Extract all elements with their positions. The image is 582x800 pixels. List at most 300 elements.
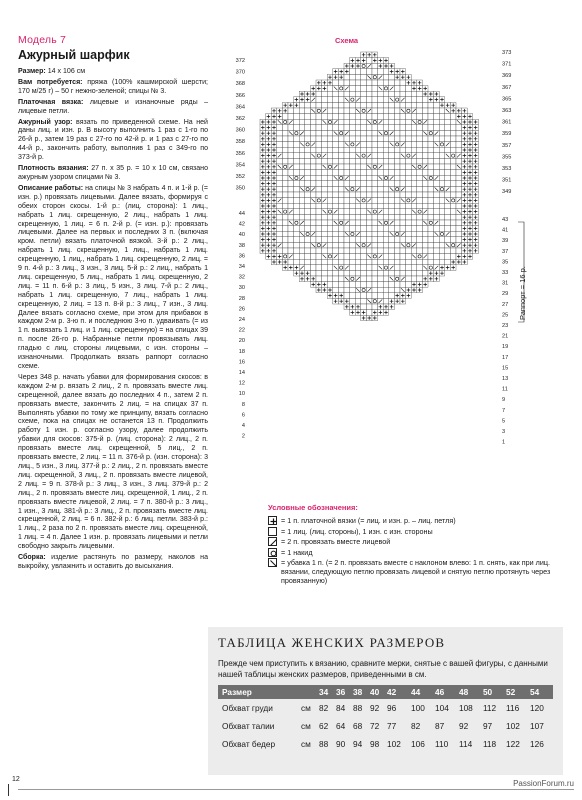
chart-cell bbox=[322, 170, 328, 176]
chart-cell bbox=[350, 170, 356, 176]
chart-cell bbox=[383, 282, 389, 288]
row-label: 32 bbox=[238, 274, 245, 281]
chart-cell bbox=[322, 186, 328, 192]
chart-cell bbox=[378, 102, 384, 108]
chart-cell bbox=[428, 108, 434, 114]
chart-cell bbox=[344, 91, 350, 97]
chart-cell bbox=[422, 186, 428, 192]
chart-cell bbox=[355, 86, 361, 92]
chart-cell bbox=[333, 276, 339, 282]
chart-cell bbox=[411, 130, 417, 136]
row-label: 23 bbox=[502, 323, 509, 329]
chart-cell bbox=[366, 293, 372, 299]
chart-cell bbox=[350, 108, 356, 114]
chart-cell bbox=[277, 192, 283, 198]
chart-cell bbox=[439, 242, 445, 248]
row-label: 39 bbox=[502, 238, 509, 245]
chart-cell bbox=[456, 248, 462, 254]
chart-cell bbox=[400, 119, 406, 125]
chart-cell bbox=[378, 287, 384, 293]
chart-cell bbox=[422, 136, 428, 142]
chart-cell bbox=[389, 209, 395, 215]
chart-cell bbox=[406, 108, 412, 114]
chart-cell bbox=[456, 186, 462, 192]
chart-cell bbox=[411, 181, 417, 187]
chart-cell bbox=[445, 214, 451, 220]
chart-cell bbox=[366, 97, 372, 103]
chart-cell bbox=[422, 181, 428, 187]
chart-cell bbox=[378, 170, 384, 176]
chart-cell bbox=[316, 214, 322, 220]
chart-cell bbox=[310, 254, 316, 260]
chart-cell bbox=[305, 220, 311, 226]
chart-cell bbox=[327, 237, 333, 243]
chart-cell bbox=[434, 226, 440, 232]
chart-cell bbox=[322, 97, 328, 103]
chart-cell bbox=[299, 214, 305, 220]
chart-cell bbox=[372, 226, 378, 232]
chart-cell bbox=[406, 231, 412, 237]
chart-cell bbox=[417, 181, 423, 187]
chart-cell bbox=[350, 254, 356, 260]
chart-cell bbox=[422, 270, 428, 276]
chart-cell bbox=[372, 147, 378, 153]
chart-cell bbox=[350, 74, 356, 80]
chart-cell bbox=[322, 114, 328, 120]
chart-cell bbox=[450, 119, 456, 125]
chart-cell bbox=[333, 142, 339, 148]
chart-cell bbox=[361, 198, 367, 204]
chart-cell bbox=[299, 209, 305, 215]
chart-cell bbox=[299, 242, 305, 248]
chart-cell bbox=[411, 265, 417, 271]
chart-cell bbox=[450, 220, 456, 226]
chart-cell bbox=[428, 214, 434, 220]
row-label: 12 bbox=[238, 380, 245, 387]
chart-cell bbox=[394, 237, 400, 243]
row-label: 19 bbox=[502, 344, 509, 351]
chart-cell bbox=[355, 259, 361, 265]
table-row: Обхват бедер см 88 90 94 98 102 106 110 114 118 122 126 bbox=[222, 739, 544, 749]
chart-cell bbox=[428, 259, 434, 265]
chart-cell bbox=[406, 186, 412, 192]
chart-cell bbox=[400, 136, 406, 142]
chart-cell bbox=[361, 119, 367, 125]
chart-cell bbox=[389, 108, 395, 114]
chart-cell bbox=[294, 158, 300, 164]
chart-cell bbox=[389, 136, 395, 142]
chart-cell bbox=[366, 147, 372, 153]
chart-cell bbox=[366, 58, 372, 64]
chart-cell bbox=[327, 86, 333, 92]
chart-cell bbox=[316, 130, 322, 136]
chart-cell bbox=[344, 108, 350, 114]
chart-cell bbox=[355, 102, 361, 108]
chart-cell bbox=[383, 220, 389, 226]
chart-cell bbox=[277, 220, 283, 226]
chart-cell bbox=[294, 220, 300, 226]
chart-cell bbox=[294, 153, 300, 159]
row-label: 41 bbox=[502, 227, 509, 234]
chart-cell bbox=[378, 153, 384, 159]
description-decreases: Через 348 р. начать убавки для формирования скосов: в каждом 2-м р. вязать 2 лиц., 2 п. провязать вместе лиц. скрещенной, далее вязать до последних 4 п., затем 2 п. провязать вместе, закончить 2 лиц. = на спицах 37 п. Выполнять убавки по тому же принципу, вязать согласно схеме, пока на спицах не останется 13 п. Продолжить работу 1 изн. р. согласно узору, далее продолжить убавки для скосов: 375-й р. (лиц. сторона): 2 лиц., 2 п. провязать вместе лиц. скрещенной, 5 лиц., 2 п. провязать вместе, 2 лиц. = 11 п. 376-й р. (изн. сторона): 3 лиц., 5 изн., 3 лиц. 377-й р.: 2 лиц., 2 п. провязать вместе лиц. скрещенной, 3 лиц., 2 п. провязать вместе лицевой, 2 лиц. = 9 п. 378-й р.: 3 лиц., 3 изн., 3 лиц. 379-й р.: 2 лиц., 2 п. провязать вместе лиц. скрещенной, 1 лиц., 2 п. провязать вместе лицевой, 2 лиц. = 7 п. 380-й р.: 3 лиц., 1 изн., 3 лиц. 381-й р.: 3 лиц., 2 п. провязать вместе лиц. скрещенной, 2 лиц. = 6 п. 382-й р.: 6 лиц. петли. 383-й р.: 1 лиц., 2 раза по 2 п. провязать вместе лиц. скрещенной, 1 лиц. = 4 п. Далее 1 изн. р. провязать лицевыми и петли свободно закрыть лицевыми. bbox=[18, 373, 208, 551]
chart-cell bbox=[327, 97, 333, 103]
chart-cell bbox=[372, 97, 378, 103]
chart-cell bbox=[417, 136, 423, 142]
chart-cell bbox=[299, 226, 305, 232]
chart-cell bbox=[366, 231, 372, 237]
chart-cell bbox=[450, 192, 456, 198]
chart-cell bbox=[411, 125, 417, 131]
row-label: 13 bbox=[502, 376, 509, 382]
chart-cell bbox=[277, 147, 283, 153]
chart-cell bbox=[299, 164, 305, 170]
chart-cell bbox=[439, 119, 445, 125]
chart-cell bbox=[372, 186, 378, 192]
row-label: 357 bbox=[502, 142, 512, 149]
chart-cell bbox=[422, 198, 428, 204]
chart-cell bbox=[350, 114, 356, 120]
chart-cell bbox=[338, 203, 344, 209]
chart-cell bbox=[344, 203, 350, 209]
chart-cell bbox=[350, 147, 356, 153]
chart-cell bbox=[383, 86, 389, 92]
chart-cell bbox=[322, 203, 328, 209]
chart-cell bbox=[439, 164, 445, 170]
chart-cell bbox=[305, 130, 311, 136]
chart-cell bbox=[389, 114, 395, 120]
chart-cell bbox=[434, 102, 440, 108]
chart-cell bbox=[372, 231, 378, 237]
chart-cell bbox=[445, 254, 451, 260]
chart-cell bbox=[417, 164, 423, 170]
chart-cell bbox=[299, 248, 305, 254]
chart-cell bbox=[450, 242, 456, 248]
chart-cell bbox=[456, 147, 462, 153]
row-label: 351 bbox=[502, 177, 512, 184]
chart-cell bbox=[338, 125, 344, 131]
chart-cell bbox=[355, 114, 361, 120]
chart-cell bbox=[282, 226, 288, 232]
chart-cell bbox=[445, 119, 451, 125]
chart-cell bbox=[288, 226, 294, 232]
chart-cell bbox=[428, 242, 434, 248]
chart-cell bbox=[338, 175, 344, 181]
chart-cell bbox=[322, 276, 328, 282]
chart-cell bbox=[305, 175, 311, 181]
chart-legend bbox=[268, 503, 568, 587]
chart-cell bbox=[361, 242, 367, 248]
chart-cell bbox=[383, 254, 389, 260]
chart-cell bbox=[350, 259, 356, 265]
chart-cell bbox=[394, 203, 400, 209]
chart-cell bbox=[327, 102, 333, 108]
chart-cell bbox=[417, 209, 423, 215]
chart-cell bbox=[411, 186, 417, 192]
chart-cell bbox=[361, 69, 367, 75]
chart-cell bbox=[322, 102, 328, 108]
chart-cell bbox=[327, 276, 333, 282]
row-label: 370 bbox=[235, 69, 245, 76]
k2tog-icon bbox=[268, 537, 277, 546]
chart-cell bbox=[400, 203, 406, 209]
chart-cell bbox=[450, 226, 456, 232]
chart-cell bbox=[305, 242, 311, 248]
chart-cell bbox=[372, 287, 378, 293]
chart-cell bbox=[389, 293, 395, 299]
chart-cell bbox=[372, 164, 378, 170]
yarn-over-icon bbox=[268, 548, 277, 557]
chart-cell bbox=[288, 186, 294, 192]
chart-cell bbox=[400, 175, 406, 181]
chart-cell bbox=[456, 203, 462, 209]
chart-cell bbox=[456, 142, 462, 148]
chart-cell bbox=[310, 265, 316, 271]
chart-cell bbox=[400, 226, 406, 232]
chart-cell bbox=[372, 203, 378, 209]
row-label: 37 bbox=[502, 248, 509, 255]
chart-cell bbox=[394, 170, 400, 176]
chart-cell bbox=[372, 86, 378, 92]
chart-cell bbox=[305, 136, 311, 142]
chart-cell bbox=[305, 125, 311, 131]
chart-cell bbox=[361, 164, 367, 170]
chart-cell bbox=[350, 102, 356, 108]
chart-cell bbox=[294, 231, 300, 237]
chart-cell bbox=[355, 130, 361, 136]
chart-cell bbox=[333, 186, 339, 192]
chart-cell bbox=[361, 158, 367, 164]
chart-cell bbox=[422, 214, 428, 220]
chart-cell bbox=[434, 248, 440, 254]
chart-cell bbox=[316, 119, 322, 125]
row-label: 373 bbox=[502, 50, 512, 56]
chart-cell bbox=[327, 203, 333, 209]
chart-cell bbox=[389, 248, 395, 254]
legend-item-yarn-over: = 1 накид bbox=[268, 548, 568, 557]
chart-cell bbox=[428, 130, 434, 136]
chart-cell bbox=[406, 203, 412, 209]
chart-cell bbox=[417, 276, 423, 282]
chart-cell bbox=[383, 242, 389, 248]
chart-cell bbox=[450, 142, 456, 148]
chart-cell bbox=[378, 203, 384, 209]
chart-cell bbox=[445, 158, 451, 164]
chart-cell bbox=[333, 242, 339, 248]
chart-cell bbox=[294, 192, 300, 198]
chart-cell bbox=[439, 192, 445, 198]
chart-cell bbox=[406, 102, 412, 108]
chart-cell bbox=[310, 237, 316, 243]
chart-cell bbox=[450, 254, 456, 260]
legend-item-garter: = 1 п. платочной вязки (= лиц. и изн. р. – лиц. петля) bbox=[268, 516, 568, 525]
row-label: 29 bbox=[502, 291, 509, 298]
chart-cell bbox=[417, 237, 423, 243]
chart-cell bbox=[417, 125, 423, 131]
chart-cell bbox=[277, 125, 283, 131]
row-label: 352 bbox=[235, 174, 245, 180]
chart-cell bbox=[305, 231, 311, 237]
chart-cell bbox=[422, 114, 428, 120]
chart-cell bbox=[316, 164, 322, 170]
chart-cell bbox=[434, 214, 440, 220]
chart-cell bbox=[445, 147, 451, 153]
chart-cell bbox=[434, 203, 440, 209]
chart-cell bbox=[406, 276, 412, 282]
chart-cell bbox=[378, 198, 384, 204]
chart-cell bbox=[366, 282, 372, 288]
chart-cell bbox=[456, 130, 462, 136]
chart-cell bbox=[350, 164, 356, 170]
chart-cell bbox=[406, 175, 412, 181]
chart-cell bbox=[422, 125, 428, 131]
chart-cell bbox=[361, 282, 367, 288]
chart-cell bbox=[428, 136, 434, 142]
chart-cell bbox=[389, 80, 395, 86]
legend-item-knit: = 1 лиц. (лиц. стороны), 1 изн. с изн. стороны bbox=[268, 527, 568, 536]
chart-cell bbox=[344, 158, 350, 164]
chart-cell bbox=[372, 91, 378, 97]
chart-cell bbox=[310, 175, 316, 181]
row-label: 17 bbox=[502, 354, 509, 361]
chart-cell bbox=[411, 142, 417, 148]
chart-cell bbox=[366, 304, 372, 310]
chart-cell bbox=[316, 102, 322, 108]
chart-cell bbox=[350, 69, 356, 75]
chart-cell bbox=[378, 276, 384, 282]
chart-cell bbox=[355, 175, 361, 181]
chart-cell bbox=[350, 136, 356, 142]
row-label: 350 bbox=[235, 185, 245, 192]
row-label: 368 bbox=[235, 81, 245, 88]
chart-cell bbox=[282, 158, 288, 164]
chart-cell bbox=[378, 147, 384, 153]
chart-cell bbox=[333, 80, 339, 86]
chart-cell bbox=[383, 192, 389, 198]
chart-cell bbox=[294, 130, 300, 136]
chart-cell bbox=[299, 147, 305, 153]
chart-cell bbox=[361, 130, 367, 136]
chart-cell bbox=[366, 226, 372, 232]
chart-cell bbox=[333, 147, 339, 153]
chart-cell bbox=[344, 270, 350, 276]
chart-cell bbox=[394, 214, 400, 220]
chart-cell bbox=[294, 226, 300, 232]
chart-cell bbox=[355, 293, 361, 299]
chart-cell bbox=[338, 226, 344, 232]
chart-cell bbox=[394, 254, 400, 260]
chart-cell bbox=[350, 175, 356, 181]
chart-cell bbox=[406, 170, 412, 176]
chart-cell bbox=[400, 265, 406, 271]
chart-cell bbox=[305, 181, 311, 187]
chart-cell bbox=[378, 181, 384, 187]
table-row: Обхват талии см 62 64 68 72 77 82 87 92 97 102 107 bbox=[222, 721, 544, 731]
chart-cell bbox=[422, 102, 428, 108]
chart-cell bbox=[417, 270, 423, 276]
chart-cell bbox=[338, 276, 344, 282]
row-label: 38 bbox=[238, 242, 245, 249]
chart-cell bbox=[322, 231, 328, 237]
chart-cell bbox=[394, 91, 400, 97]
chart-cell bbox=[305, 259, 311, 265]
chart-cell bbox=[316, 254, 322, 260]
chart-cell bbox=[378, 136, 384, 142]
chart-cell bbox=[344, 119, 350, 125]
chart-cell bbox=[366, 237, 372, 243]
chart-cell bbox=[310, 130, 316, 136]
chart-cell bbox=[361, 270, 367, 276]
chart-cell bbox=[372, 248, 378, 254]
chart-cell bbox=[338, 220, 344, 226]
chart-cell bbox=[288, 181, 294, 187]
chart-cell bbox=[445, 209, 451, 215]
chart-cell bbox=[383, 158, 389, 164]
chart-cell bbox=[355, 164, 361, 170]
chart-cell bbox=[406, 97, 412, 103]
chart-cell bbox=[350, 153, 356, 159]
chart-cell bbox=[417, 231, 423, 237]
chart-cell bbox=[389, 287, 395, 293]
chart-cell bbox=[316, 265, 322, 271]
chart-cell bbox=[417, 220, 423, 226]
chart-cell bbox=[434, 181, 440, 187]
chart-cell bbox=[439, 220, 445, 226]
chart-cell bbox=[439, 175, 445, 181]
row-label: 14 bbox=[238, 370, 245, 376]
chart-cell bbox=[338, 192, 344, 198]
chart-cell bbox=[389, 237, 395, 243]
chart-cell bbox=[322, 259, 328, 265]
chart-cell bbox=[389, 170, 395, 176]
chart-cell bbox=[411, 192, 417, 198]
chart-cell bbox=[372, 74, 378, 80]
chart-cell bbox=[361, 86, 367, 92]
chart-cell bbox=[277, 175, 283, 181]
chart-cell bbox=[350, 242, 356, 248]
chart-cell bbox=[305, 164, 311, 170]
chart-cell bbox=[338, 158, 344, 164]
row-label: 10 bbox=[238, 391, 245, 398]
chart-cell bbox=[389, 164, 395, 170]
chart-cell bbox=[361, 186, 367, 192]
chart-cell bbox=[282, 147, 288, 153]
chart-cell bbox=[355, 226, 361, 232]
chart-cell bbox=[350, 80, 356, 86]
ssk-icon bbox=[268, 558, 277, 567]
chart-cell bbox=[338, 270, 344, 276]
chart-cell bbox=[310, 114, 316, 120]
size-table-header: Размер 34 36 38 40 42 44 46 48 50 52 54 bbox=[218, 685, 553, 699]
chart-cell bbox=[288, 136, 294, 142]
chart-cell bbox=[434, 254, 440, 260]
chart-cell bbox=[417, 186, 423, 192]
chart-cell bbox=[355, 270, 361, 276]
chart-cell bbox=[333, 108, 339, 114]
chart-cell bbox=[406, 237, 412, 243]
chart-cell bbox=[322, 226, 328, 232]
chart-cell bbox=[450, 125, 456, 131]
chart-cell bbox=[316, 276, 322, 282]
row-label: 21 bbox=[502, 333, 509, 340]
chart-cell bbox=[434, 119, 440, 125]
chart-cell bbox=[344, 293, 350, 299]
chart-cell bbox=[450, 175, 456, 181]
chart-cell bbox=[450, 203, 456, 209]
table-row: Обхват груди см 82 84 88 92 96 100 104 108 112 116 120 bbox=[222, 703, 544, 713]
chart-cell bbox=[372, 198, 378, 204]
chart-cell bbox=[338, 214, 344, 220]
